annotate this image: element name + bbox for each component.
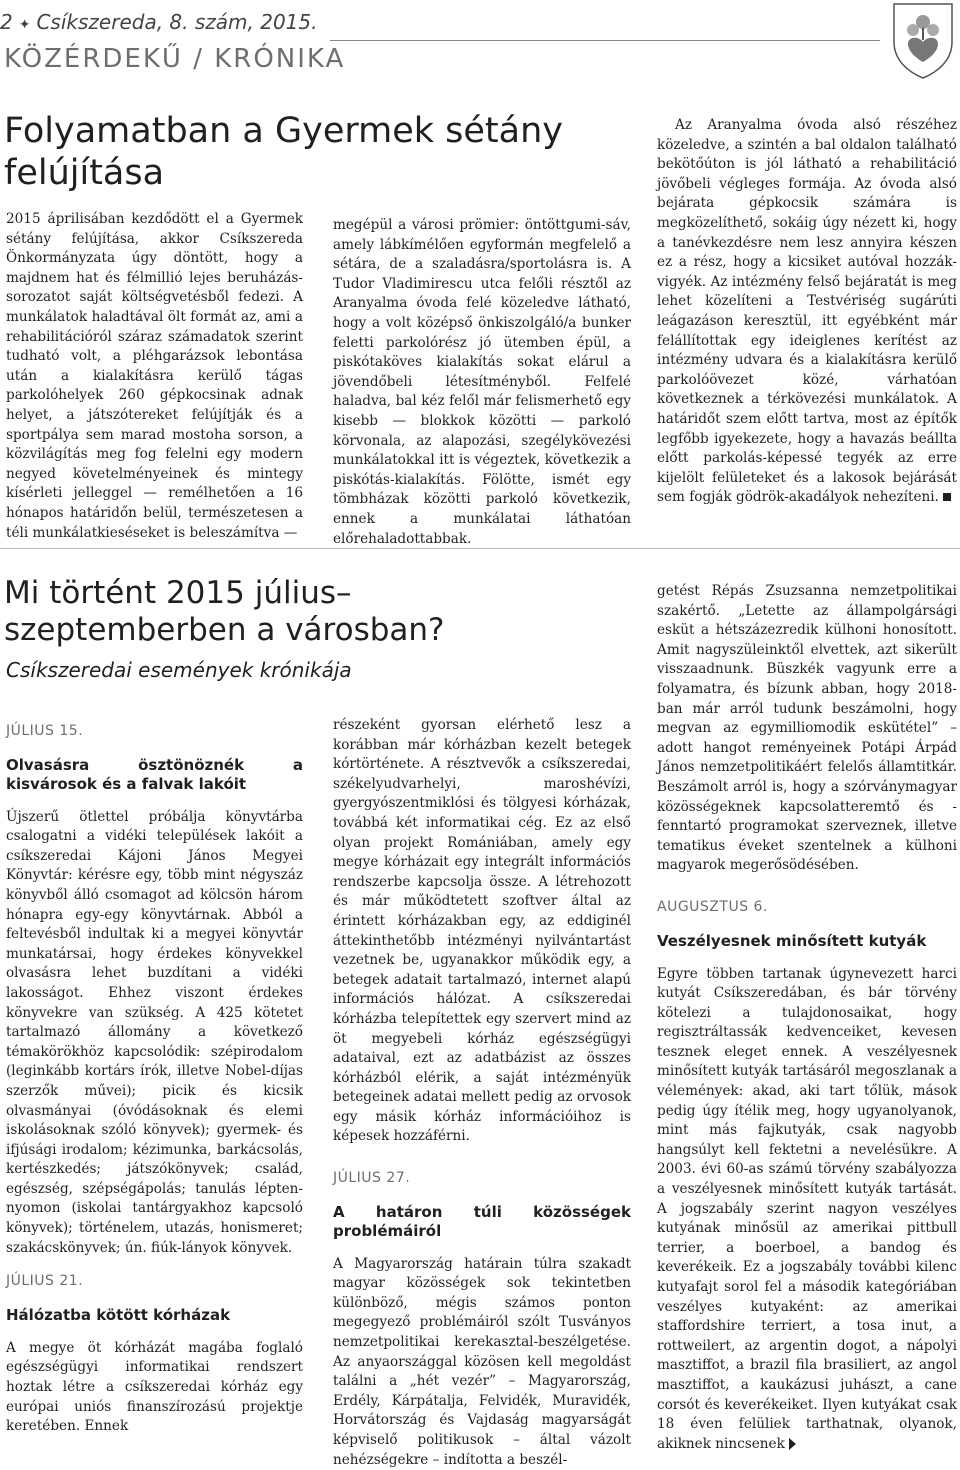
news-body: Újszerű ötlettel próbálja könyvtárba csalogatni a vidéki települések lakóit a csíkszeredai Kájoni János Megyei Könyvtár: kérésre egy, több mint négyszáz könyvből álló csomagot ad kölcsön három hónapra egy-egy könyvtárnak. Abból a feltevésből indultak ki a megyei könyvtár munkatársai, hogy érdekes könyvekkel olvasásra lehet buzdítani a vidéki lakosságot. Ehhez viszont érdekes könyvekre van szükség. A 425 kötetet tartalmazó állomány a következő témakörökhöz kapcsolódik: szépirodalom (leginkább kortárs írók, illetve Nobel-díjas szerzők művei); picik és kicsik olvasmányai (óvódásoknak és elemi iskolásoknak szóló könyvek); gyermek- és ifjúsági irodalom; kézimunka, barkácsolás, kertészkedés; játszókönyvek; család, egészség, szépségápolás; tanulás lépten-nyomon (iskolai tantárgyakhoz kapcsoló könyvek); történelem, utazás, honismeret; szakácskönyvek; ún. fiúk-lányok könyvek. bbox=[6, 808, 303, 1256]
date-label: JÚLIUS 15. bbox=[6, 723, 84, 739]
article1-column-3 bbox=[657, 116, 957, 508]
article2-column-3 bbox=[657, 582, 957, 1454]
article-divider bbox=[0, 548, 960, 549]
news-headline: A határon túli közösségek problémáiról bbox=[333, 1202, 631, 1240]
article1-title: Folyamatban a Gyermek sétány felújítása bbox=[4, 111, 563, 193]
article1-text: Az Aranyalma óvoda alsó részéhez közeledve, a szintén a bal oldalon található bekötőúton is jól látható a rehabilitáció jövőbeli végleges formája. Az óvoda alsó bejárata gépkocsik számára is megközelíthető, sokáig úgy nézett ki, hogy a tanévkezdésre nem lesz annyira készen ez a rész, hogy a kicsiket autóval hozzák-vigyék. Az intézmény felső bejáratát is meg lehet közelíteni a Testvériség sugárúti leágazáson keresztül, itt egyébként már felállítottak egy ideiglenes kerítést az intézmény udvara és a kialakításra kerülő parkolóövezet közé, várhatóan következnek a térkövezési munkálatok. A határidőt szem előtt tartva, most az építők legfőbb igyekezete, hogy a havazás beállta előtt parkolás-képessé tegyék az erre kijelölt felületeket és a lakosok bejárását sem fogják gödrök-akadályok nehezíteni. bbox=[657, 117, 957, 506]
city-coat-of-arms-icon bbox=[886, 0, 960, 80]
article1-text: megépül a városi prömier: öntöttgumi-sáv, amely lábkímélően egyformán megfelelő a sétára, de a szaladásra/sportolásra is. A Tudor Vladimirescu utca felőli résztől az Aranyalma óvoda felé közeledve látható, hogy a volt középső önkiszolgáló/a bunker feletti parkolórész jó ütemben épül, a piskótaköves kialakítás sokat elárul a jövendőbeli létesítményből. Felfelé haladva, bal kéz felől már felismerhető egy kisebb — blokkok közötti — parkoló körvonala, az alapozási, szegélykövezési munkálatokkal itt is végeztek, következik a piskótás-kialakítás. Fölötte, ismét egy tömbházak közötti parkoló következik, ennek a munkálatai láthatóan előrehaladottabbak. bbox=[333, 217, 631, 547]
article2-title: Mi történt 2015 július–szeptemberben a városban? bbox=[4, 575, 445, 648]
date-label: JÚLIUS 21. bbox=[6, 1273, 84, 1290]
news-body: részeként gyorsan elérhető lesz a korábban már kórházban kezelt betegek kórtörténete. A résztvevők a csíkszeredai, székelyudvarhelyi, maroshévízi, gyergyószentmiklósi és tölgyesi kórházak, továbbá két informatikai cég. Ez az első olyan projekt Romániában, amely egy megye kórházait egy integrált információs rendszerbe kapcsolja össze. A létrehozott és már működtetett szoftver által az érintett kórházakban egy, az eddiginél áttekinthetőbb intézményi nyilvántartást vezetnek be, ugyanakkor működik egy, a betegek adatait tartalmazó, internet alapú információs hálózat. A csíkszeredai kórházba telepítettek egy szervert mind az öt megyebeli kórház egészségügyi adataival, ezt az adatbázist az összes kórházból elérik, a saját intézményük betegeinek adatai mellett pedig az orvosok egy másik kórház információihoz is képesek hozzáférni. bbox=[333, 717, 631, 1145]
header-rule bbox=[330, 40, 880, 41]
news-body: A megye öt kórházát magába foglaló egészségügyi informatikai rendszert hoztak létre a csíkszeredai kórház egy európai uniós finanszírozású projektje keretében. Ennek bbox=[6, 1339, 303, 1435]
continue-arrow-icon bbox=[789, 1438, 796, 1450]
article2-subtitle: Csíkszeredai események krónikája bbox=[6, 658, 352, 682]
section-label: KÖZÉRDEKŰ / KRÓNIKA bbox=[4, 44, 346, 74]
date-label: JÚLIUS 27. bbox=[333, 1170, 411, 1187]
news-body: Egyre többen tartanak úgynevezett harci kutyát Csíkszeredában, és bár törvény kötelezi a tulajdonosaikat, hogy regisztráltassák kedvenceiket, kevesen tesznek eleget ennek. A veszélyesnek minősített kutyák tartásáról megoszlanak a vélemények: akad, aki tart tőlük, mások pedig úgy ítélik meg, hogy ugyanolyanok, mint más fajkutyák, csak nagyobb hangsúlyt kell fektetni a nevelésükre. A 2003. évi 60-as számú törvény szabályozza a veszélyesnek minősített kutyák tartását. A jogszabály szerint nagyon veszélyes kutyának minősül az amerikai pittbull terrier, a boerboel, a bandog és keverékeik. Ez a jogszabály további kilenc kutyafajt sorol fel a második kategóriában veszélyes kutyaként: az amerikai staffordshire terriert, a tosa inut, a rottweilert, az argentin dogot, a nápolyi masztiffot, a brazil fila brasiliert, az angol masztiffot, a kaukázusi juhászt, a cane corsót és keverékeiket. Ilyen kutyákat csak 18 éven felüliek tarthatnak, olyanok, akiknek nincsenek bbox=[657, 965, 957, 1452]
news-headline: Olvasásra ösztönöznék a kisvárosok és a falvak lakóit bbox=[6, 755, 303, 793]
news-body: A Magyarország határain túlra szakadt magyar közösségek sok tekintetben különböző, mégis számos ponton megegyező problémáiról szólt Tusványos nemzetpolitikai kerekasztal-beszélgetése. Az anyaországgal közösen kell megoldást találni a „hét vezér” – Magyarország, Erdély, Kárpátalja, Felvidék, Muravidék, Horvátország és Vajdaság magyarságát képviselő politikusok – által vázolt nehézségekre – indította a beszél- bbox=[333, 1255, 631, 1468]
star-separator-icon: ✦ bbox=[18, 17, 31, 33]
date-label: AUGUSZTUS 6. bbox=[657, 898, 768, 915]
news-body: getést Répás Zsuzsanna nemzetpolitikai szakértő. „Letette az állampolgársági esküt a hétszázezredik külhoni honosított. Amit nagyszüleinktől elvettek, azt sikerült visszaadnunk. Büszkék vagyunk erre a folyamatra, és bízunk abban, hogy 2018-ban már arról tudunk beszámolni, hogy megvan az egymilliomodik eskütétel” – adott hangot reményeinek Potápi Árpád János nemzetpolitikáért felelős államtitkár. Beszámolt arról is, hogy a szórványmagyar közösségeknek kapcsolatteremtő és -fenntartó programokat szerveznek, illetve tematikus éveket szentelnek a külhoni magyarok megerősödésében. bbox=[657, 583, 957, 874]
article2-column-2 bbox=[333, 716, 631, 1470]
issue-info: Csíkszereda, 8. szám, 2015. bbox=[36, 10, 318, 34]
news-headline: Veszélyesnek minősített kutyák bbox=[657, 931, 927, 950]
end-of-article-icon bbox=[943, 493, 951, 501]
article1-column-1 bbox=[6, 210, 303, 543]
article1-text: 2015 áprilisában kezdődött el a Gyermek sétány felújítása, akkor Csíkszereda Önkormányzata úgy döntött, hogy a majdnem hat és félmillió lejes beruházás-sorozatot saját költségvetésből fedezi. A munkálatok haladtával ölt formát az, ami a rehabilitációról száraz számadatok szerint tudható volt, a pléhgarázsok lebontása után a kialakításra kerülő tágas parkolóhelyek 260 gépkocsinak adnak helyet, a játszótereket felújítják és a sportpálya sem marad mostoha sorson, a közvilágítás meg fog felelni egy modern negyed követelményeinek és mintegy kísérleti jelleggel — remélhetően a 16 hónapos határidőn belül, természetesen a téli munkálatkieséseket is beleszámítva — bbox=[6, 211, 303, 541]
page-header bbox=[0, 10, 317, 34]
article2-column-1 bbox=[6, 722, 303, 1437]
page-number: 2 bbox=[0, 10, 13, 34]
news-headline: Hálózatba kötött kórházak bbox=[6, 1305, 231, 1324]
article1-column-2 bbox=[333, 216, 631, 549]
